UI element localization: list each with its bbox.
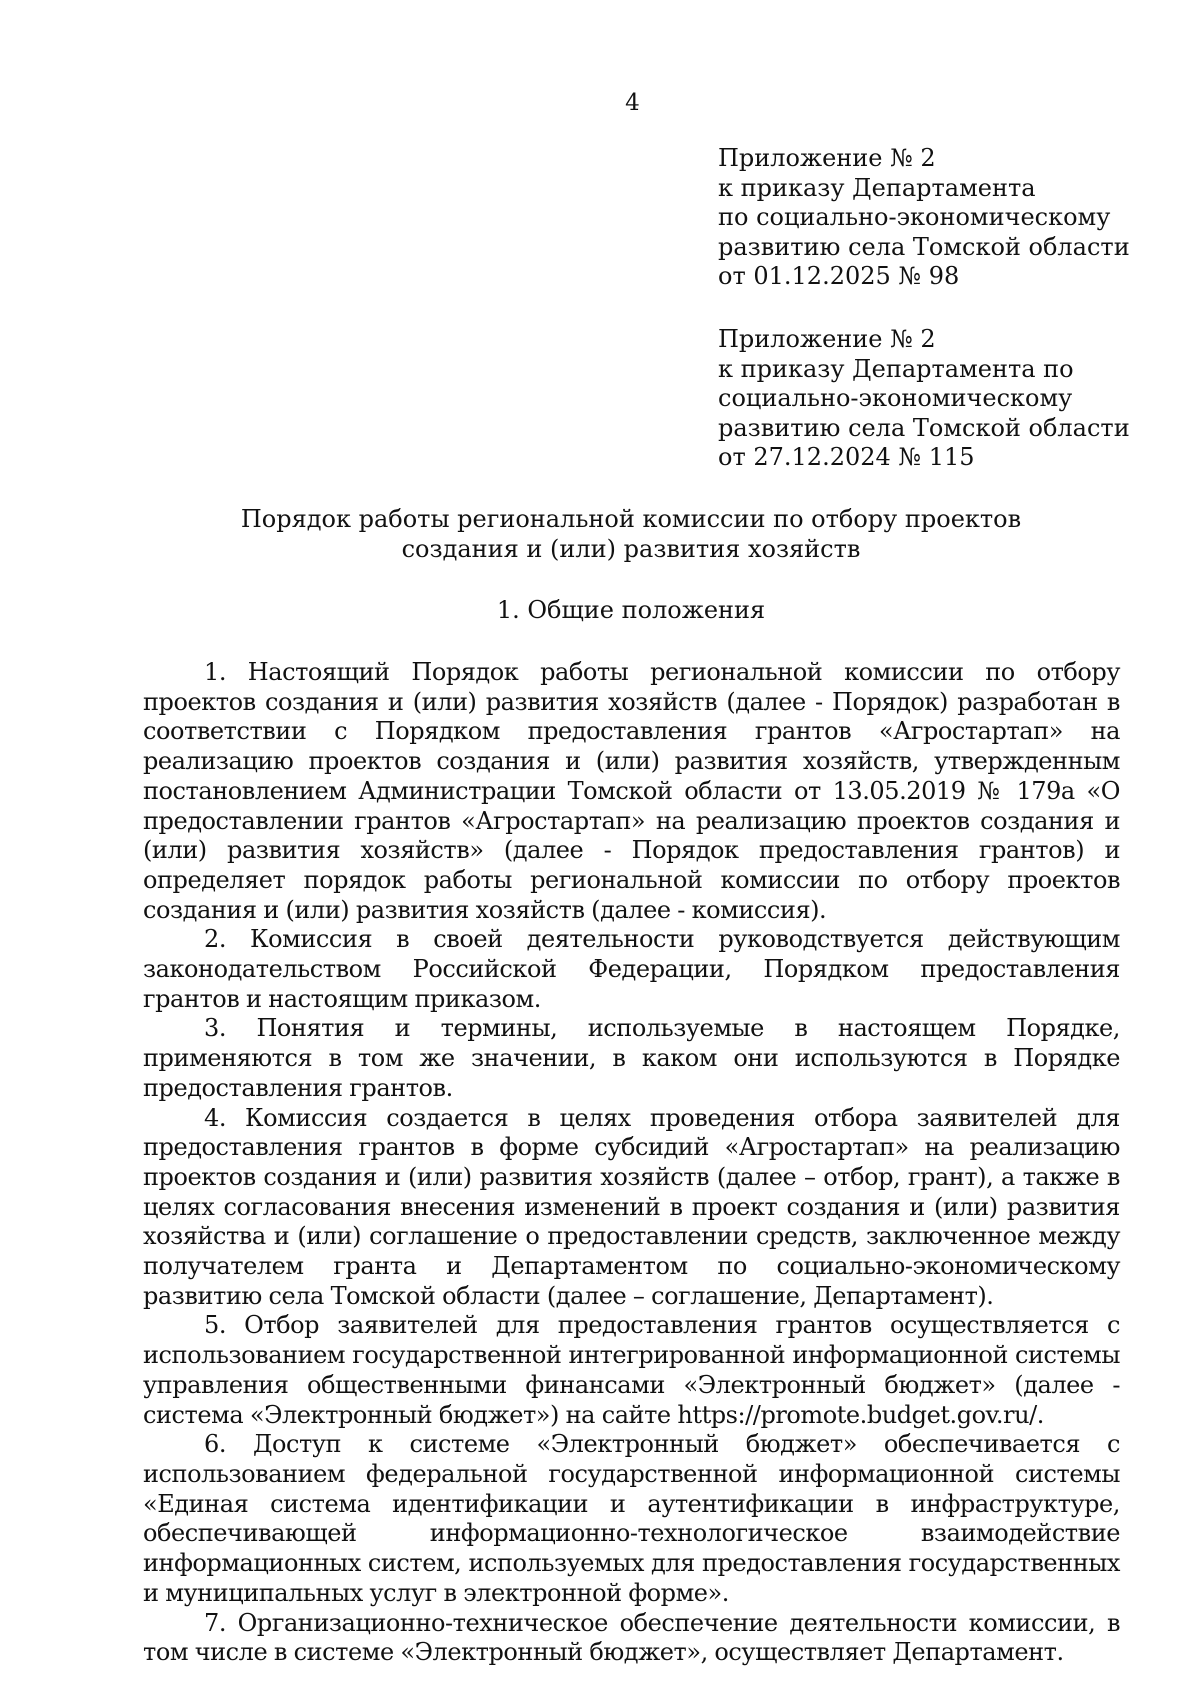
appendix-line: Приложение № 2 [718, 144, 936, 172]
appendix-line: Приложение № 2 [718, 325, 936, 353]
appendix-line: от 27.12.2024 № 115 [718, 443, 975, 472]
appendix-current-order [718, 144, 1158, 292]
appendix-previous-order [718, 325, 1158, 473]
appendix-line: развитию села Томской области [718, 232, 1130, 261]
appendix-line: к приказу Департамента по [718, 354, 1074, 383]
appendix-line: к приказу Департамента [718, 173, 1036, 202]
document-title-line: Порядок работы региональной комиссии по отбору проектов [240, 505, 1022, 533]
document-title [140, 505, 1122, 564]
document-body [143, 658, 1120, 1668]
section-heading: 1. Общие положения [496, 596, 766, 624]
paragraph-3: 3. Понятия и термины, используемые в настоящем Порядке, применяются в том же значении, в каком они используются в Порядке предоставления грантов. [143, 1014, 1120, 1102]
paragraph-6: 6. Доступ к системе «Электронный бюджет» обеспечивается с использованием федеральной государственной информационной системы «Единая система идентификации и аутентификации в инфраструктуре, обеспечивающей информационно-технологическое взаимодействие информационных систем, используемых для предоставления государственных и муниципальных услуг в электронной форме». [143, 1430, 1120, 1607]
appendix-line: от 01.12.2025 № 98 [718, 262, 960, 291]
paragraph-7: 7. Организационно-техническое обеспечение деятельности комиссии, в том числе в системе «Электронный бюджет», осуществляет Департамент. [143, 1608, 1120, 1667]
paragraph-1: 1. Настоящий Порядок работы региональной комиссии по отбору проектов создания и (или) развития хозяйств (далее - Порядок) разработан в соответствии с Порядком предоставления грантов «Агростартап» на реализацию проектов создания и (или) развития хозяйств, утвержденным постановлением Администрации Томской области от 13.05.2019 № 179а «О предоставлении грантов «Агростартап» на реализацию проектов создания и (или) развития хозяйств» (далее - Порядок предоставления грантов) и определяет порядок работы региональной комиссии по отбору проектов создания и (или) развития хозяйств (далее - комиссия). [143, 658, 1120, 924]
appendix-line: по социально-экономическому [718, 203, 1111, 232]
appendix-line: развитию села Томской области [718, 413, 1130, 442]
document-title-line: создания и (или) развития хозяйств [401, 534, 861, 563]
page-number: 4 [625, 90, 640, 116]
appendix-line: социально-экономическому [718, 384, 1073, 413]
paragraph-4: 4. Комиссия создается в целях проведения отбора заявителей для предоставления грантов в форме субсидий «Агростартап» на реализацию проектов создания и (или) развития хозяйств (далее – отбор, грант), а также в целях согласования внесения изменений в проект создания и (или) развития хозяйства и (или) соглашение о предоставлении средств, заключенное между получателем гранта и Департаментом по социально-экономическому развитию села Томской области (далее – соглашение, Департамент). [143, 1103, 1120, 1310]
paragraph-5: 5. Отбор заявителей для предоставления грантов осуществляется с использованием государственной интегрированной информационной системы управления общественными финансами «Электронный бюджет» (далее - система «Электронный бюджет») на сайте https://promote.budget.gov.ru/. [143, 1311, 1120, 1429]
paragraph-2: 2. Комиссия в своей деятельности руководствуется действующим законодательством Российской Федерации, Порядком предоставления грантов и настоящим приказом. [143, 925, 1120, 1013]
